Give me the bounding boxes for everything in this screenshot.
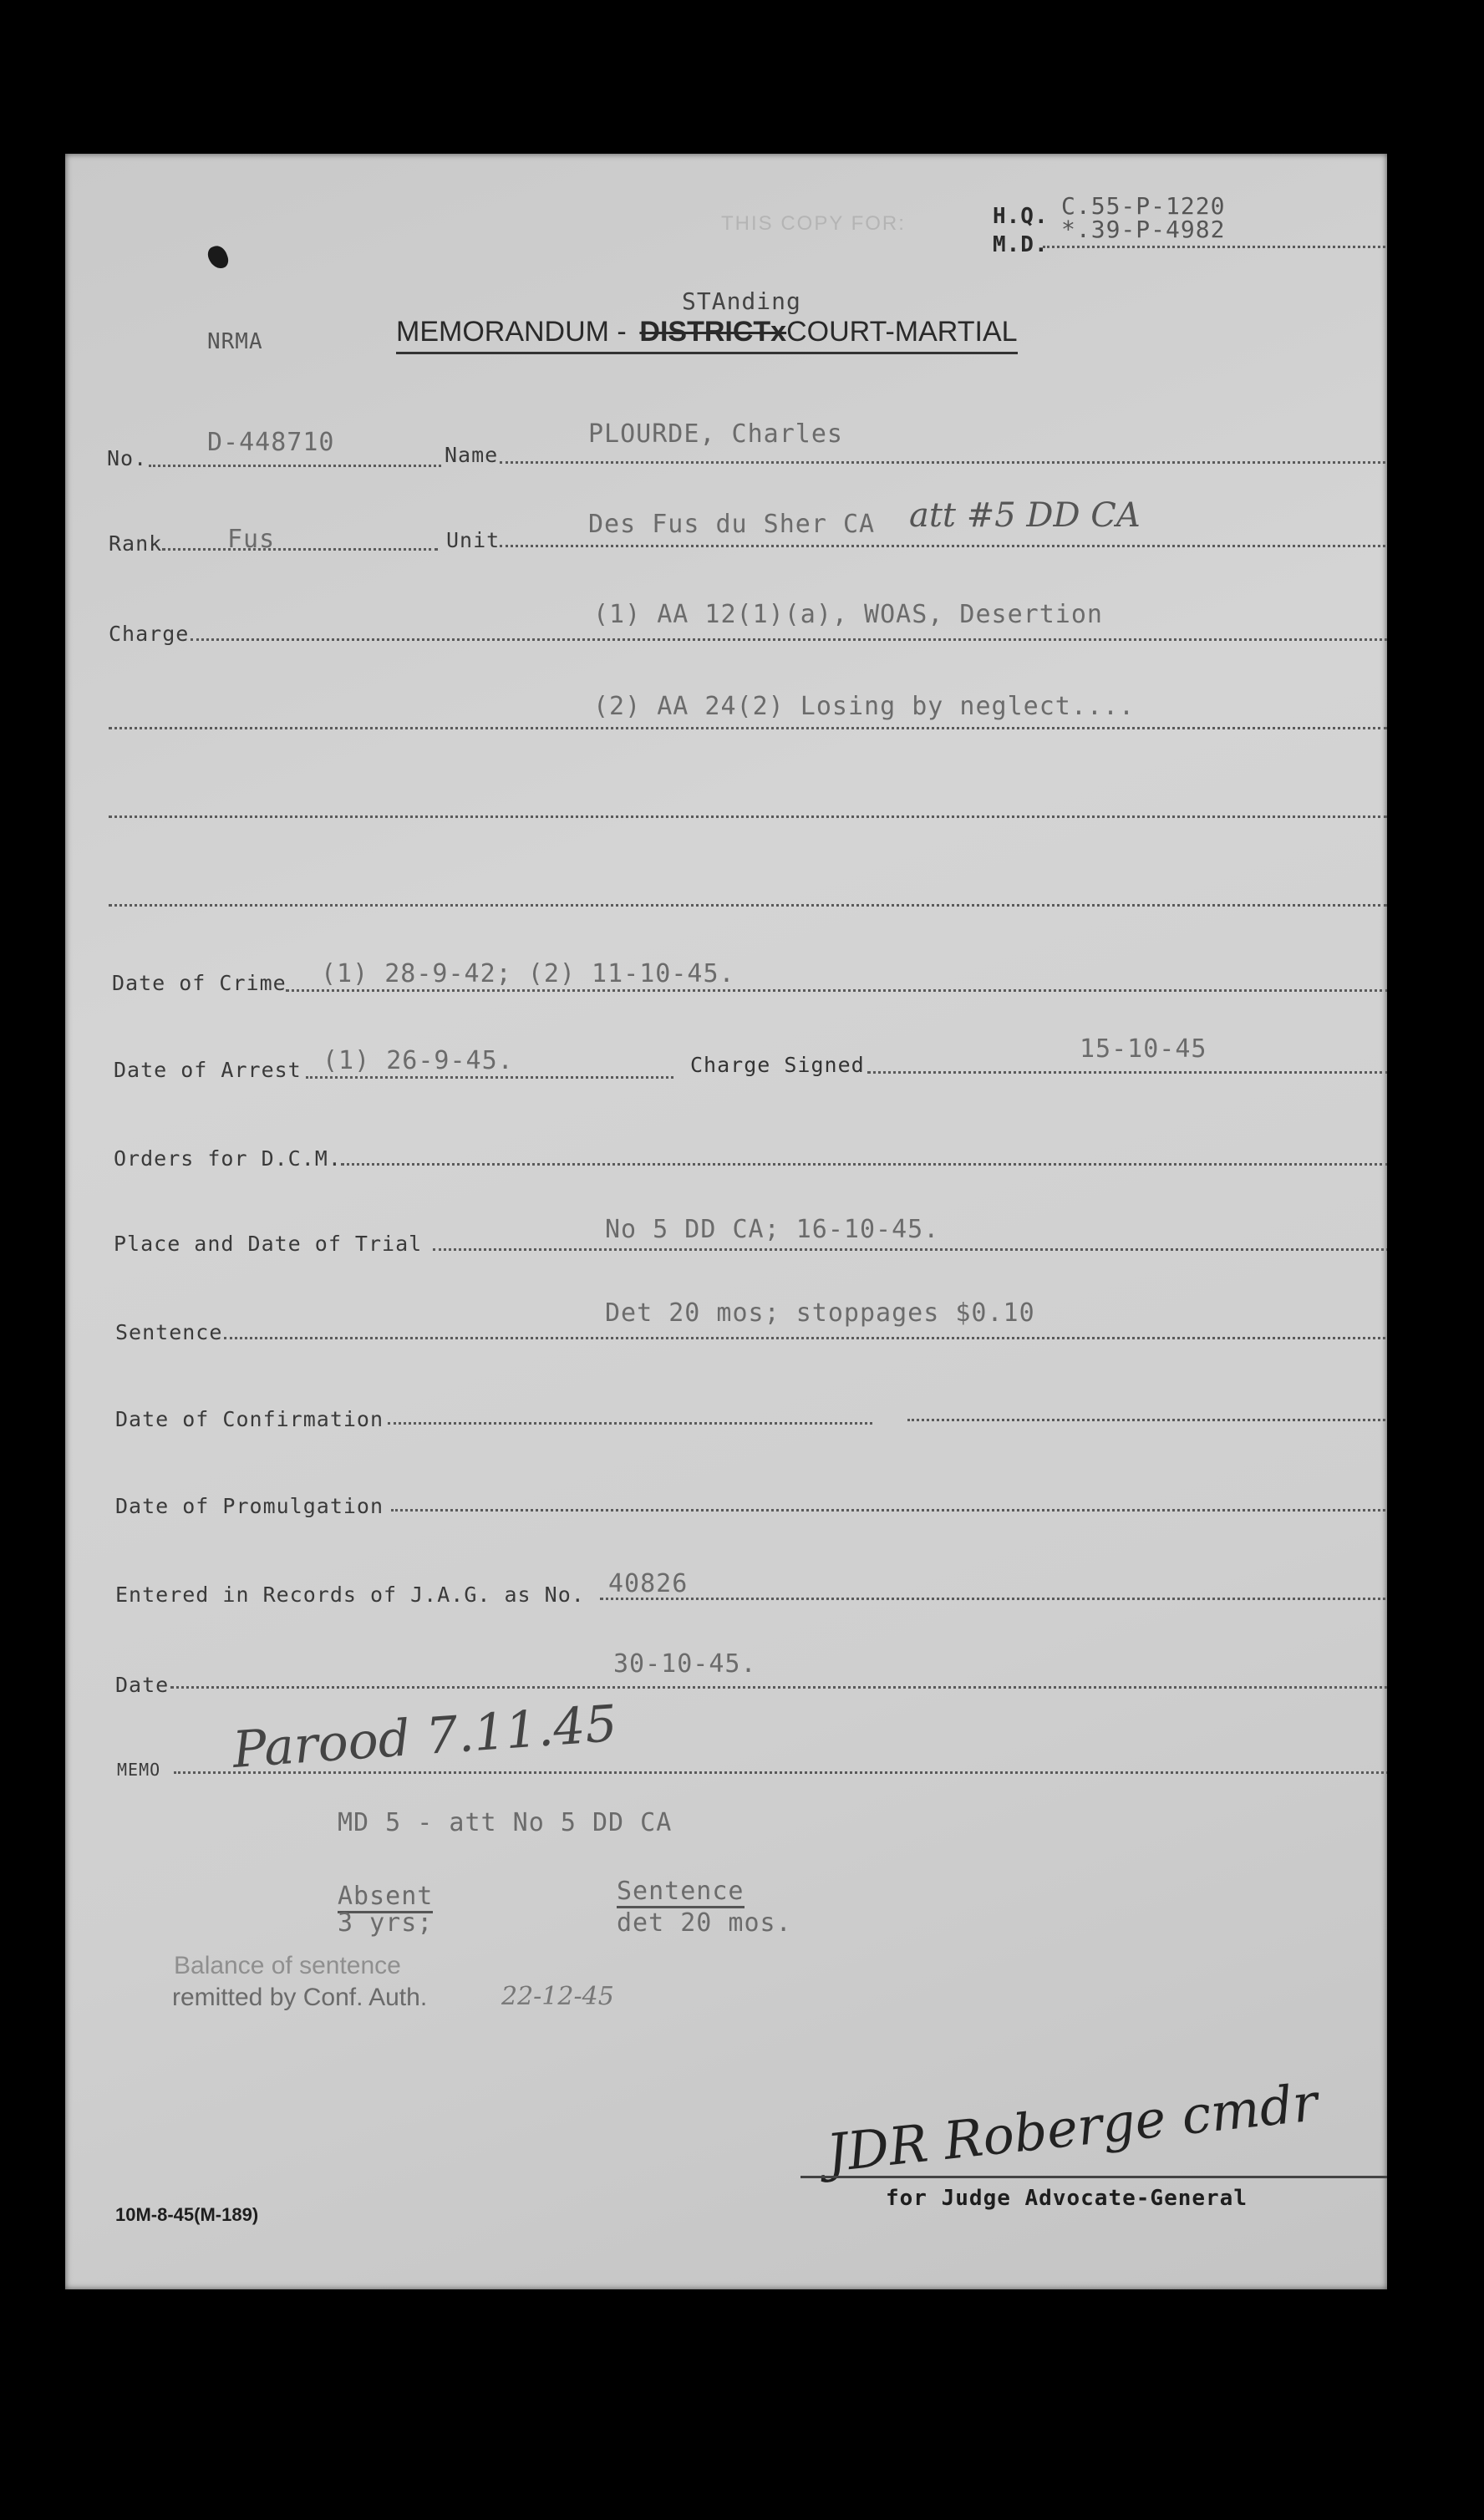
md-value: *.39-P-4982 xyxy=(1061,216,1226,243)
promulgation-line xyxy=(391,1509,1387,1511)
court-martial-word: COURT-MARTIAL xyxy=(786,316,1018,348)
date-line xyxy=(170,1686,1387,1689)
arrest-line xyxy=(306,1076,673,1079)
absent-value: 3 yrs; xyxy=(338,1908,434,1938)
balance-line: Balance of sentence xyxy=(174,1952,401,1979)
orders-label: Orders for D.C.M. xyxy=(114,1146,342,1171)
sentence-line xyxy=(224,1337,1387,1339)
charge-signed-label: Charge Signed xyxy=(690,1053,865,1077)
copy-for-stamp: THIS COPY FOR: xyxy=(721,212,906,235)
md-label: M.D. xyxy=(993,232,1049,257)
name-line xyxy=(500,461,1385,464)
no-label: No. xyxy=(107,446,148,470)
name-label: Name xyxy=(445,443,499,467)
memo-handwritten: Parood 7.11.45 xyxy=(231,1694,619,1780)
rank-line xyxy=(162,548,438,551)
charge-signed-line xyxy=(867,1071,1387,1074)
no-line xyxy=(149,465,441,467)
sentence-heading: Sentence xyxy=(617,1877,745,1908)
signature-line xyxy=(800,2176,1387,2178)
arrest-value: (1) 26-9-45. xyxy=(323,1046,514,1075)
charge-line-3 xyxy=(109,815,1387,818)
document-page xyxy=(65,154,1387,2289)
charge-2-value: (2) AA 24(2) Losing by neglect.... xyxy=(593,692,1136,721)
unit-label: Unit xyxy=(446,528,501,552)
rank-label: Rank xyxy=(109,531,163,556)
charge-1-value: (1) AA 12(1)(a), WOAS, Desertion xyxy=(593,600,1103,629)
date-label: Date xyxy=(115,1673,170,1697)
unit-value: Des Fus du Sher CA xyxy=(588,510,876,539)
jag-label: Entered in Records of J.A.G. as No. xyxy=(115,1583,585,1607)
absent-heading: Absent xyxy=(338,1882,433,1913)
memo-md-line: MD 5 - att No 5 DD CA xyxy=(338,1808,673,1837)
corner-mark xyxy=(206,243,231,272)
remitted-date: 22-12-45 xyxy=(501,1982,614,2011)
trial-value: No 5 DD CA; 16-10-45. xyxy=(605,1215,940,1244)
crime-value: (1) 28-9-42; (2) 11-10-45. xyxy=(321,959,735,988)
confirmation-line-2 xyxy=(907,1419,1387,1421)
trial-line xyxy=(433,1248,1387,1251)
charge-line-4 xyxy=(109,904,1387,907)
district-struck: DISTRICTx xyxy=(639,316,787,348)
date-value: 30-10-45. xyxy=(613,1649,757,1679)
confirmation-line-1 xyxy=(388,1422,872,1425)
nrma-label: NRMA xyxy=(207,329,263,354)
charge-label: Charge xyxy=(109,622,190,646)
memorandum-title xyxy=(396,316,1018,354)
memo-sentence-value: det 20 mos. xyxy=(617,1908,792,1938)
memo-label: MEMO xyxy=(117,1760,161,1780)
confirmation-label: Date of Confirmation xyxy=(115,1407,384,1431)
hq-label: H.Q. xyxy=(993,204,1049,229)
unit-line xyxy=(500,545,1385,547)
trial-label: Place and Date of Trial xyxy=(114,1232,423,1256)
signature: JDR Roberge cmdr xyxy=(823,2071,1321,2184)
rank-value: Fus xyxy=(227,525,276,554)
memorandum-word: MEMORANDUM - xyxy=(396,316,627,348)
jag-line xyxy=(600,1598,1387,1600)
unit-handwritten: att #5 DD CA xyxy=(909,496,1141,535)
crime-line xyxy=(286,989,1387,992)
no-value: D-448710 xyxy=(207,428,335,457)
arrest-label: Date of Arrest xyxy=(114,1058,302,1082)
crime-label: Date of Crime xyxy=(112,971,287,995)
charge-signed-value: 15-10-45 xyxy=(1080,1034,1207,1064)
remitted-line: remitted by Conf. Auth. xyxy=(172,1984,428,2011)
name-value: PLOURDE, Charles xyxy=(588,419,843,449)
sentence-label: Sentence xyxy=(115,1320,223,1344)
md-line xyxy=(1043,246,1385,248)
promulgation-label: Date of Promulgation xyxy=(115,1494,384,1518)
form-code: 10M-8-45(M-189) xyxy=(115,2204,259,2225)
charge-line-2 xyxy=(109,727,1387,729)
hq-value: C.55-P-1220 xyxy=(1061,192,1226,220)
jag-value: 40826 xyxy=(608,1569,689,1598)
sentence-value: Det 20 mos; stoppages $0.10 xyxy=(605,1298,1035,1328)
standing-insert: STAnding xyxy=(682,287,801,315)
memo-line xyxy=(174,1771,1387,1774)
charge-line-1 xyxy=(191,638,1387,641)
orders-line xyxy=(341,1163,1387,1166)
signature-caption: for Judge Advocate-General xyxy=(886,2186,1248,2211)
